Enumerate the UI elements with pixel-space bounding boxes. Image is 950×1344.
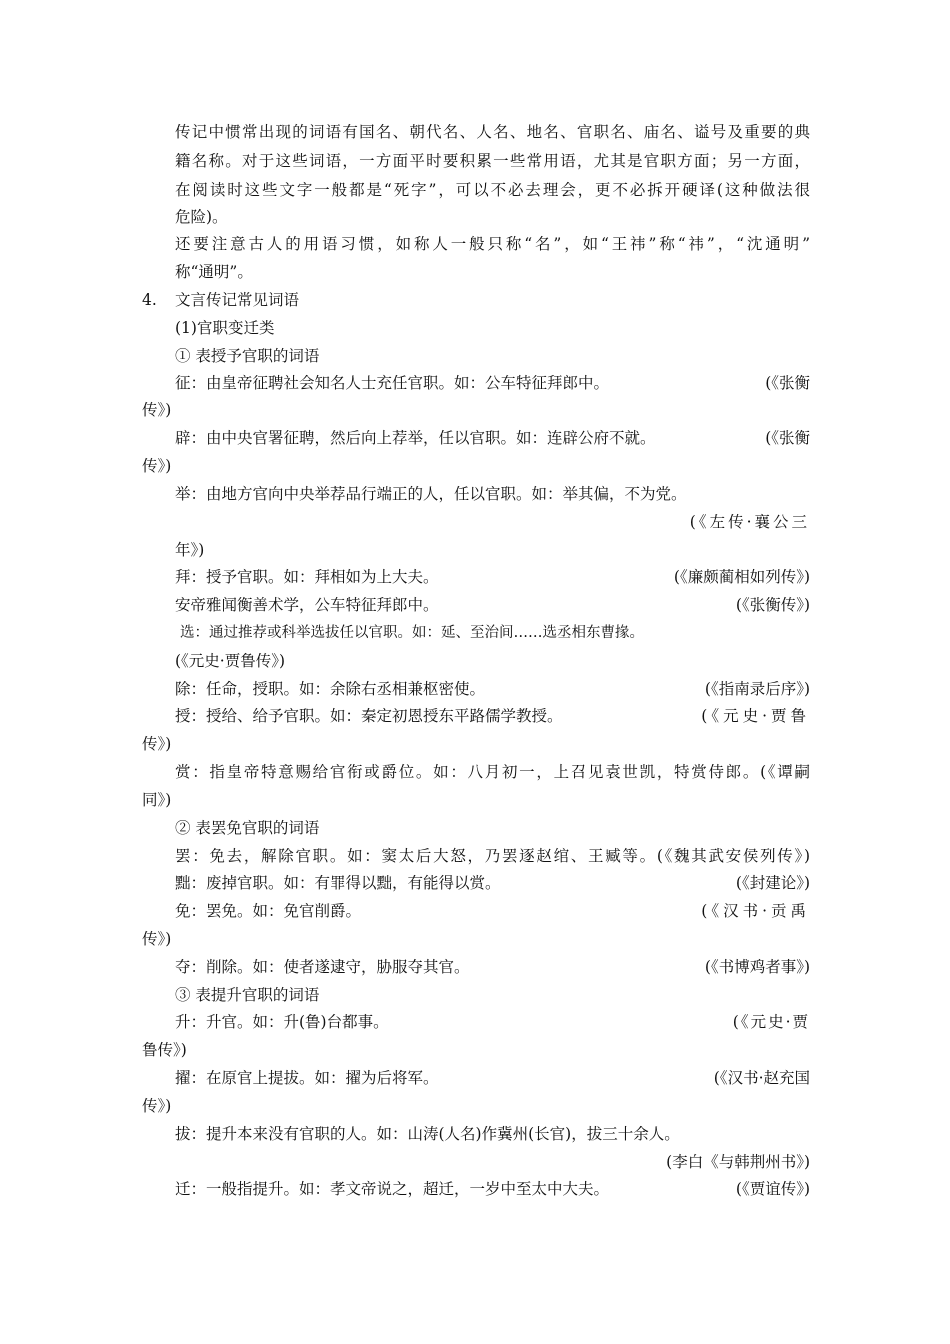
group1-heading: ① 表授予官职的词语 xyxy=(175,347,320,365)
entry-shang: 赏：指皇帝特意赐给官衔或爵位。如：八月初一，上召见袁世凯，特赏侍郎。(《谭嗣 xyxy=(175,763,810,781)
entry-mian-source-cont: 传》) xyxy=(142,930,172,948)
entry-source: (《汉书·赵充国 xyxy=(713,1069,810,1087)
intro-p2-line-1: 还要注意古人的用语习惯，如称人一般只称“名”，如“王祎”称“祎”，“沈通明” xyxy=(175,235,810,253)
entry-bai-example xyxy=(175,595,810,615)
entry-source: (《张衡传》) xyxy=(735,596,810,614)
entry-text: 安帝雅闻衡善术学，公车特征拜郎中。 xyxy=(175,596,439,614)
section-subtitle: (1)官职变迁类 xyxy=(175,319,275,337)
entry-bi xyxy=(175,428,810,448)
entry-zheng-source-cont: 传》) xyxy=(142,401,172,419)
entry-qian xyxy=(175,1179,810,1199)
entry-source: (《张衡 xyxy=(765,429,810,447)
entry-source: (《张衡 xyxy=(765,374,810,392)
entry-ba2: 拔：提升本来没有官职的人。如：山涛(人名)作冀州(长官)，拔三十余人。 xyxy=(175,1125,680,1143)
entry-text: 黜：废掉官职。如：有罪得以黜，有能得以赏。 xyxy=(175,874,501,892)
entry-source: (《指南录后序》) xyxy=(704,680,810,698)
entry-bai xyxy=(175,567,810,587)
entry-text: 拜：授予官职。如：拜相如为上大夫。 xyxy=(175,568,439,586)
entry-bi-source-cont: 传》) xyxy=(142,457,172,475)
entry-zhuo xyxy=(175,1068,810,1088)
entry-xuan: 选：通过推荐或科举选拔任以官职。如：延、至治间……选丞相东曹掾。 xyxy=(180,625,644,641)
entry-mian xyxy=(175,901,810,921)
group2-heading: ② 表罢免官职的词语 xyxy=(175,819,320,837)
entry-ju: 举：由地方官向中央举荐品行端正的人，任以官职。如：举其偏，不为党。 xyxy=(175,485,687,503)
entry-ba2-source: (李白《与韩荆州书》) xyxy=(666,1153,810,1171)
entry-text: 授：授给、给予官职。如：秦定初恩授东平路儒学教授。 xyxy=(175,707,563,725)
intro-p2-line-2: 称“通明”。 xyxy=(175,263,253,281)
entry-text: 擢：在原官上提拔。如：擢为后将军。 xyxy=(175,1069,439,1087)
section-number: 4. xyxy=(142,291,157,309)
entry-shou xyxy=(175,706,810,726)
entry-zheng xyxy=(175,373,810,393)
entry-text: 辟：由中央官署征聘，然后向上荐举，任以官职。如：连辟公府不就。 xyxy=(175,429,656,447)
group3-heading: ③ 表提升官职的词语 xyxy=(175,986,320,1004)
entry-sheng xyxy=(175,1012,810,1032)
intro-line-1: 传记中惯常出现的词语有国名、朝代名、人名、地名、官职名、庙名、谥号及重要的典 xyxy=(175,123,810,141)
entry-chu2 xyxy=(175,873,810,893)
entry-shou-source-cont: 传》) xyxy=(142,735,172,753)
section-title: 文言传记常见词语 xyxy=(175,291,300,309)
entry-source: (《封建论》) xyxy=(735,874,810,892)
entry-text: 夺：削除。如：使者遂逮守，胁服夺其官。 xyxy=(175,958,470,976)
entry-duo xyxy=(175,957,810,977)
entry-xuan-source: (《元史·贾鲁传》) xyxy=(175,652,286,670)
intro-line-4: 危险)。 xyxy=(175,208,228,226)
entry-chu xyxy=(175,679,810,699)
entry-text: 除：任命，授职。如：余除右丞相兼枢密使。 xyxy=(175,680,486,698)
entry-source: (《汉书·贡禹 xyxy=(701,902,810,920)
entry-ba: 罢：免去，解除官职。如：窦太后大怒，乃罢逐赵绾、王臧等。(《魏其武安侯列传》) xyxy=(175,847,810,865)
entry-source: (《廉颇蔺相如列传》) xyxy=(673,568,810,586)
entry-source: (《元史·贾鲁 xyxy=(701,707,810,725)
entry-text: 升：升官。如：升(鲁)台都事。 xyxy=(175,1013,389,1031)
entry-source: (《元史·贾 xyxy=(732,1013,810,1031)
entry-text: 免：罢免。如：免官削爵。 xyxy=(175,902,362,920)
entry-source: (《书博鸡者事》) xyxy=(704,958,810,976)
entry-text: 迁：一般指提升。如：孝文帝说之，超迁，一岁中至太中大夫。 xyxy=(175,1180,610,1198)
entry-shang-source-cont: 同》) xyxy=(142,791,172,809)
entry-text: 征：由皇帝征聘社会知名人士充任官职。如：公车特征拜郎中。 xyxy=(175,374,610,392)
intro-line-2: 籍名称。对于这些词语，一方面平时要积累一些常用语，尤其是官职方面；另一方面， xyxy=(175,152,810,170)
entry-ju-source: (《左传·襄公三 xyxy=(689,513,810,531)
entry-sheng-source-cont: 鲁传》) xyxy=(142,1041,187,1059)
entry-source: (《贾谊传》) xyxy=(735,1180,810,1198)
intro-line-3: 在阅读时这些文字一般都是“死字”，可以不必去理会，更不必拆开硬译(这种做法很 xyxy=(175,181,810,199)
entry-ju-source-cont: 年》) xyxy=(175,541,205,559)
entry-zhuo-source-cont: 传》) xyxy=(142,1097,172,1115)
